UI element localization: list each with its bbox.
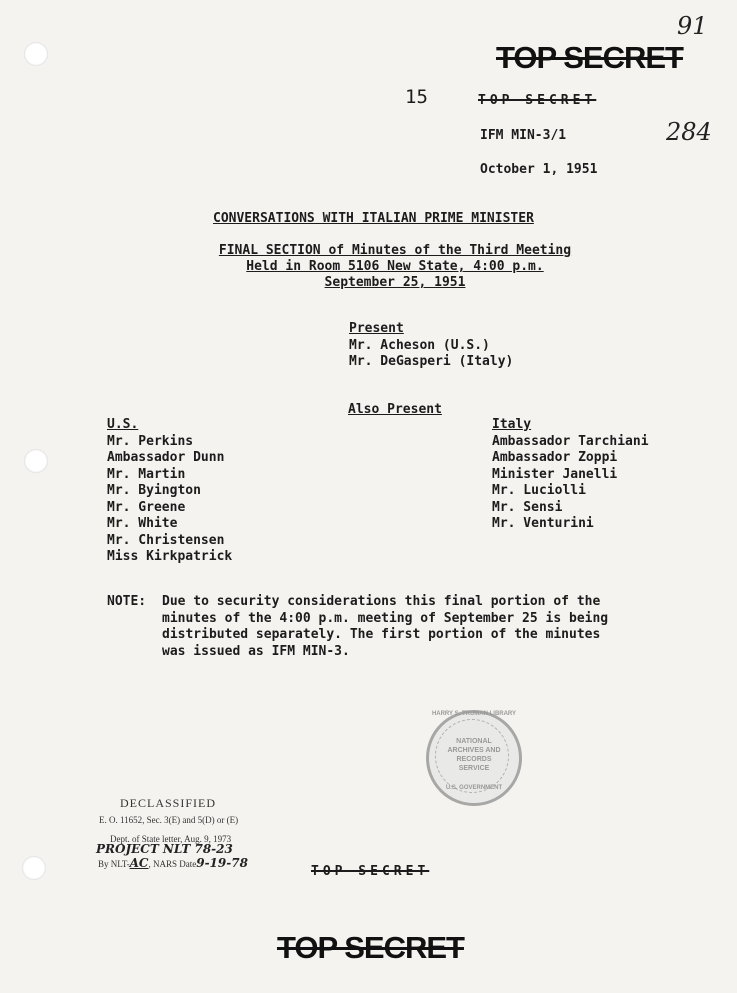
declassified-title: DECLASSIFIED	[120, 796, 217, 810]
main-title: CONVERSATIONS WITH ITALIAN PRIME MINISTER	[213, 211, 534, 226]
us-person: Mr. Greene	[107, 499, 186, 515]
present-block	[349, 321, 513, 371]
us-person: Mr. Perkins	[107, 433, 194, 449]
top-secret-stamp-top: TOP SECRET	[496, 40, 683, 75]
note-text	[162, 594, 608, 660]
seal-ring-text: HARRY S. TRUMAN LIBRARY	[431, 711, 517, 717]
present-heading: Present	[349, 321, 404, 336]
us-heading: U.S.	[107, 417, 139, 432]
by-prefix: By NLT-	[98, 859, 130, 869]
typed-classification-header: TOP SECRET	[478, 93, 597, 108]
us-attendees	[107, 417, 232, 566]
declassified-authority: E. O. 11652, Sec. 3(E) and 5(D) or (E)	[99, 815, 239, 825]
us-person: Mr. White	[107, 516, 178, 531]
seal-line: NATIONAL	[456, 738, 492, 745]
italy-person: Ambassador Tarchiani	[492, 433, 649, 449]
seal-center-text	[429, 737, 519, 773]
seal-bottom-text: U.S. GOVERNMENT	[445, 785, 503, 791]
us-person: Mr. Byington	[107, 483, 201, 498]
punch-hole-top	[24, 42, 48, 66]
us-person: Ambassador Dunn	[107, 450, 225, 465]
us-person: Miss Kirkpatrick	[107, 549, 233, 564]
punch-hole-middle	[24, 449, 48, 473]
note-label: NOTE:	[107, 594, 147, 609]
page-number: 15	[405, 86, 428, 108]
note-line: distributed separately. The first portion of the minutes	[162, 627, 601, 642]
italy-heading: Italy	[492, 417, 532, 432]
declassified-by-line	[98, 856, 248, 870]
document-date: October 1, 1951	[480, 162, 598, 177]
italy-person: Mr. Venturini	[492, 516, 594, 531]
seal-line: SERVICE	[458, 765, 490, 772]
italy-person: Minister Janelli	[492, 466, 618, 482]
document-id: IFM MIN-3/1	[480, 128, 567, 143]
handwritten-project-number: PROJECT NLT 78-23	[96, 842, 233, 856]
nars-date-label: , NARS Date	[148, 859, 197, 869]
handwritten-side-number: 284	[666, 118, 712, 146]
us-person: Mr. Christensen	[107, 532, 225, 548]
italy-person: Mr. Sensi	[492, 499, 563, 515]
handwritten-initials: AC	[129, 856, 149, 870]
note-line: Due to security considerations this final portion of the	[162, 594, 601, 609]
handwritten-corner-number: 91	[677, 12, 708, 40]
seal-line: ARCHIVES AND	[447, 747, 501, 754]
punch-hole-bottom	[22, 856, 46, 880]
handwritten-date: 9-19-78	[196, 856, 248, 870]
top-secret-stamp-bottom: TOP SECRET	[277, 930, 464, 965]
note-line: was issued as IFM MIN-3.	[162, 643, 350, 659]
subtitle-line-1: FINAL SECTION of Minutes of the Third Meeting	[218, 243, 572, 258]
also-present-heading: Also Present	[348, 402, 442, 417]
typed-classification-footer: TOP SECRET	[311, 864, 430, 879]
seal-line: RECORDS	[456, 756, 492, 763]
italy-person: Mr. Luciolli	[492, 483, 586, 498]
present-person: Mr. DeGasperi (Italy)	[349, 354, 514, 369]
us-person: Mr. Martin	[107, 466, 186, 482]
note-line: minutes of the 4:00 p.m. meeting of September 25 is being	[162, 610, 609, 626]
archive-seal	[426, 710, 522, 806]
subtitle-line-2: Held in Room 5106 New State, 4:00 p.m.	[246, 259, 544, 274]
subtitle-line-3: September 25, 1951	[324, 275, 466, 290]
subtitle-block	[205, 243, 585, 291]
italy-attendees	[492, 417, 649, 533]
declassified-letter: Dept. of State letter, Aug. 9, 1973	[110, 834, 232, 844]
present-person: Mr. Acheson (U.S.)	[349, 337, 490, 353]
italy-person: Ambassador Zoppi	[492, 450, 618, 465]
